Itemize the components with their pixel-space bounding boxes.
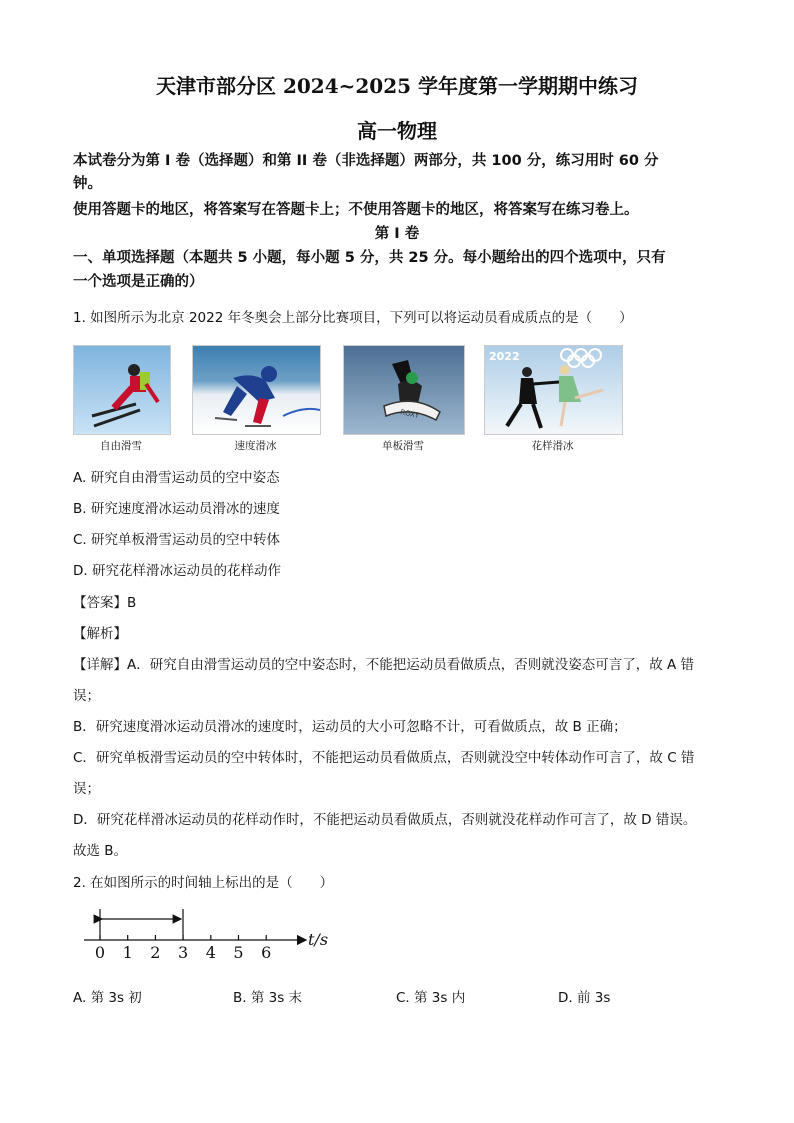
q1-detail-line-2: 误； [73,688,100,704]
caption-figure-skating: 花样滑冰 [531,440,574,452]
q1-detail-line-6: D．研究花样滑冰运动员的花样动作时，不能把运动员看做质点，否则就没花样动作可言了，故 D 错误。 [73,812,697,828]
q1-stem: 1. 如图所示为北京 2022 年冬奥会上部分比赛项目，下列可以将运动员看成质点的是（ ） [73,310,633,326]
intro-line-2: 钟。 [73,176,102,192]
volume-heading: 第 I 卷 [374,226,420,242]
section-heading-line-2: 一个选项是正确的） [73,274,204,290]
q1-analysis-label: 【解析】 [73,626,127,642]
photo-figure-skating [484,345,623,435]
q1-answer: 【答案】B [73,595,137,611]
snowboarder-image [344,346,464,434]
axis-tick-label: 4 [205,943,216,962]
q1-detail-line-3: B．研究速度滑冰运动员滑冰的速度时，运动员的大小可忽略不计，可看做质点，故 B 正确； [73,719,627,735]
q1-option-a: A. 研究自由滑雪运动员的空中姿态 [73,470,280,486]
q1-detail-line-4: C．研究单板滑雪运动员的空中转体时，不能把运动员看做质点，否则就没空中转体动作可言了，故 C 错 [73,750,695,766]
axis-tick-label: 3 [178,943,189,962]
page-subtitle: 高一物理 [357,119,437,143]
intro-line-1: 本试卷分为第 I 卷（选择题）和第 II 卷（非选择题）两部分，共 100 分，练习用时 60 分 [73,153,659,169]
axis-tick-label: 2 [150,943,161,962]
photo-snowboarding [343,345,465,435]
q2-option-a: A. 第 3s 初 [73,990,142,1006]
axis-tick-label: 5 [233,943,244,962]
section-heading-line-1: 一、单项选择题（本题共 5 小题，每小题 5 分，共 25 分。每小题给出的四个选项中，只有 [73,250,666,266]
axis-tick-label: 1 [122,943,133,962]
q2-option-c: C. 第 3s 内 [396,990,466,1006]
caption-freestyle-skiing: 自由滑雪 [100,440,142,452]
q1-option-c: C. 研究单板滑雪运动员的空中转体 [73,532,281,548]
figure-skaters-image [485,346,622,434]
intro-line-3: 使用答题卡的地区，将答案写在答题卡上；不使用答题卡的地区，将答案写在练习卷上。 [73,202,639,218]
board-logo-text: ROXY [399,408,420,420]
time-axis-figure [80,905,340,967]
axis-tick-label: 6 [261,943,272,962]
q2-option-d: D. 前 3s [558,990,611,1006]
freestyle-skier-image [74,346,170,434]
caption-snowboarding: 单板滑雪 [382,440,424,452]
q2-stem: 2. 在如图所示的时间轴上标出的是（ ） [73,875,334,891]
photo-freestyle-skiing [73,345,171,435]
speed-skater-image [193,346,320,434]
rings-year-text: 2022 [489,350,520,363]
q1-option-d: D. 研究花样滑冰运动员的花样动作 [73,563,281,579]
caption-speed-skating: 速度滑冰 [234,440,277,452]
q2-option-b: B. 第 3s 末 [233,990,303,1006]
axis-unit-label: t/s [308,930,329,949]
axis-tick-label: 0 [94,943,106,962]
q1-detail-line-1: 【详解】A．研究自由滑雪运动员的空中姿态时，不能把运动员看做质点，否则就没姿态可言了，故 A 错 [73,657,695,673]
q1-detail-line-7: 故选 B。 [73,843,128,859]
photo-speed-skating [192,345,321,435]
olympic-rings-icon [561,349,601,367]
page-title: 天津市部分区 2024~2025 学年度第一学期期中练习 [155,74,638,98]
q1-option-b: B. 研究速度滑冰运动员滑冰的速度 [73,501,280,517]
q1-detail-line-5: 误； [73,781,100,797]
